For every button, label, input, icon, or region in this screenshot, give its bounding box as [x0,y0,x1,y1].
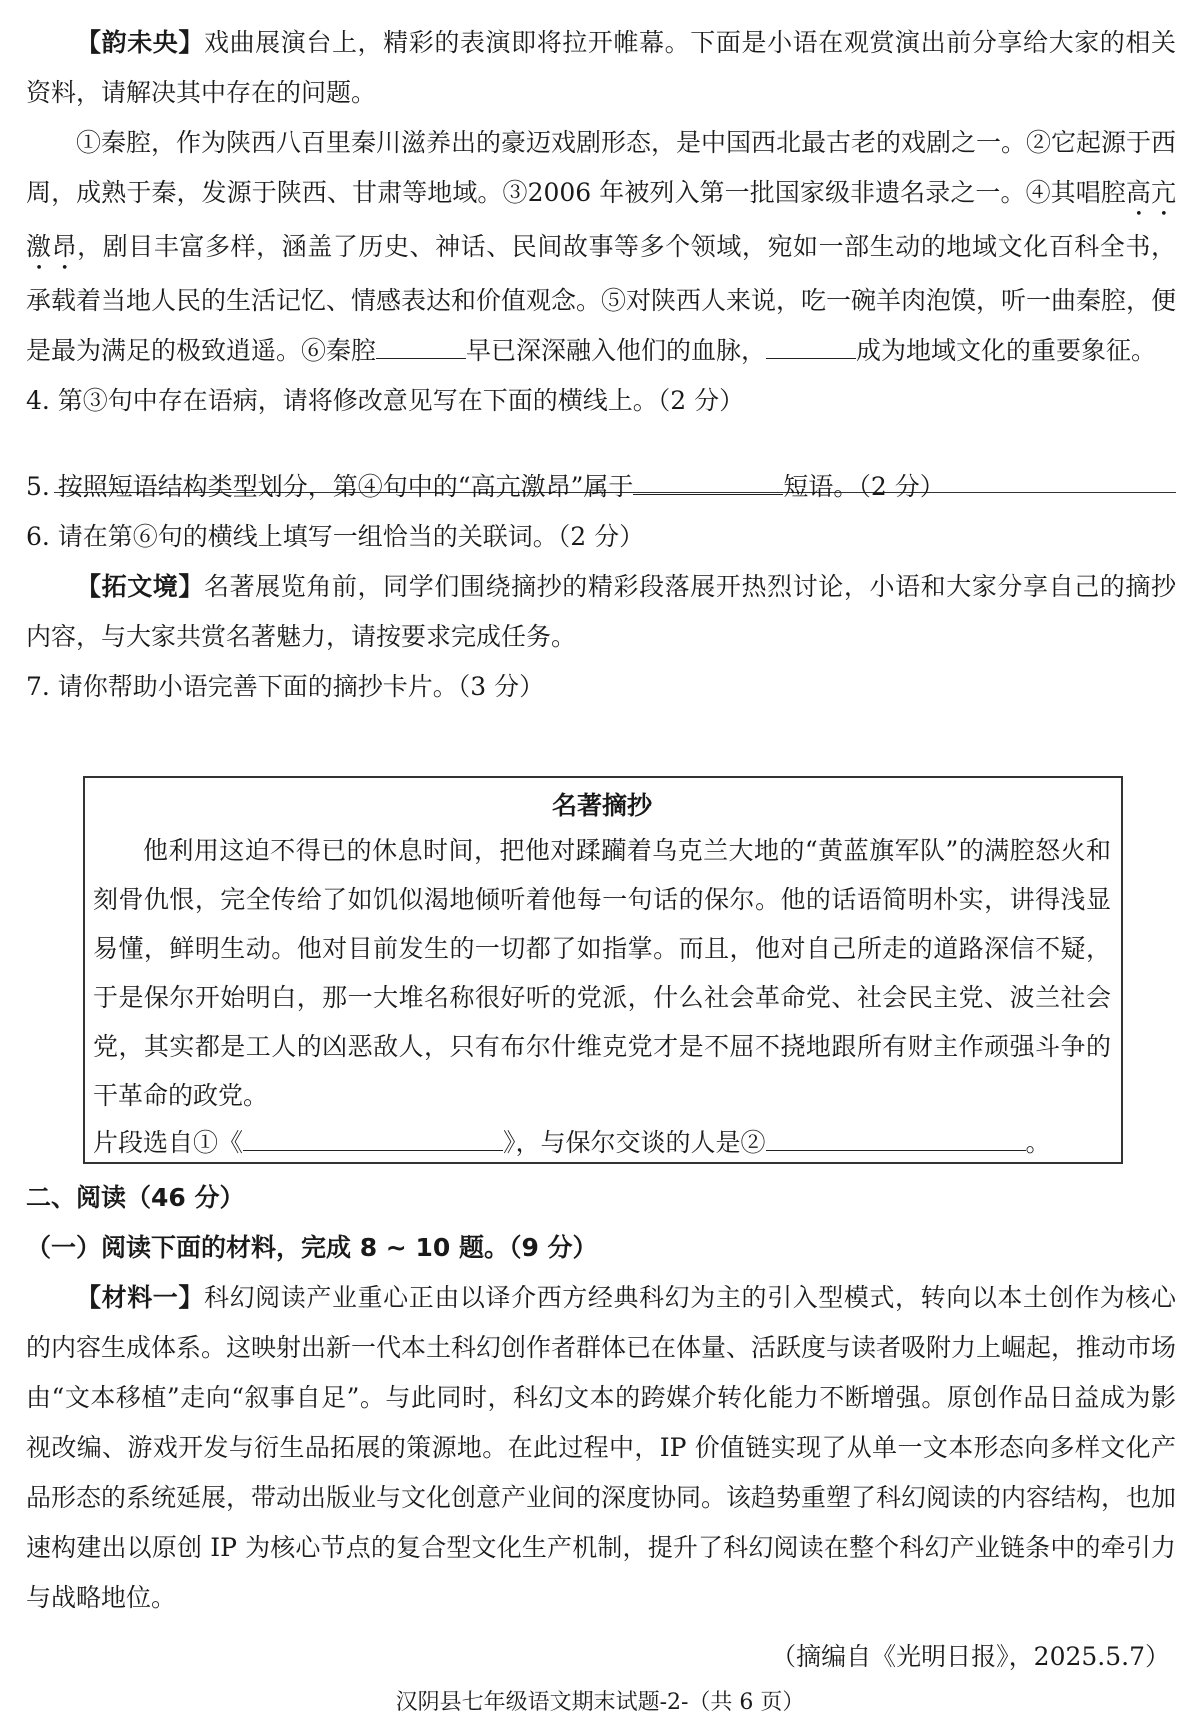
material-text: 科幻阅读产业重心正由以译介西方经典科幻为主的引入型模式，转向以本土创作为核心的内容生成体系。这映射出新一代本土科幻创作者群体已在体量、活跃度与读者吸附力上崛起，推动市场由“文本移植”走向“叙事自足”。与此同时，科幻文本的跨媒介转化能力不断增强。原创作品日益成为影视改编、游戏开发与衍生品拓展的策源地。在此过程中，IP 价值链实现了从单一文本形态向多样文化产品形态的系统延展，带动出版业与文化创意产业间的深度协同。该趋势重塑了科幻阅读的内容结构，也加速构建出以原创 IP 为核心节点的复合型文化生产机制，提升了科幻阅读在整个科幻产业链条中的牵引力与战略地位。 [26,1283,1177,1612]
section-yun [26,18,1176,426]
blank-conjunction-1[interactable] [376,336,466,359]
material-one [26,1273,1176,1623]
reading-heading: 二、阅读（46 分） [26,1183,245,1212]
speaker-blank[interactable] [766,1128,1026,1151]
passage-part-1: ①秦腔，作为陕西八百里秦川滋养出的豪迈戏剧形态，是中国西北最古老的戏剧之一。②它起源于西周，成熟于秦，发源于陕西、甘肃等地域。③2006 年被列入第一批国家级非遗名录之一。④其唱腔 [26,128,1177,207]
material-source: （摘编自《光明日报》，2025.5.7） [771,1642,1170,1671]
card-foot-a: 片段选自①《 [93,1128,244,1157]
qinqiang-passage [26,118,1176,376]
question-4: 4. 第③句中存在语病，请将修改意见写在下面的横线上。（2 分） [26,386,745,415]
question-7: 7. 请你帮助小语完善下面的摘抄卡片。（3 分） [26,672,545,701]
q5-text-a: 5. 按照短语结构类型划分，第④句中的“高亢激昂”属于 [26,472,634,501]
tuo-intro [26,562,1176,662]
page-footer: 汉阴县七年级语文期末试题-2-（共 6 页） [395,1690,805,1715]
question-6: 6. 请在第⑥句的横线上填写一组恰当的关联词。（2 分） [26,522,645,551]
passage-dotted-phrase: 高亢激昂 [26,178,1176,261]
q5-answer-blank[interactable] [633,472,783,495]
tuo-tag: 【拓文境】 [76,572,204,601]
excerpt-card [83,776,1123,1164]
questions-5-7 [26,462,1176,712]
card-title: 名著摘抄 [551,791,652,820]
card-foot-b: 》，与保尔交谈的人是② [503,1128,766,1157]
yun-intro-text: 戏曲展演台上，精彩的表演即将拉开帷幕。下面是小语在观赏演出前分享给大家的相关资料，请解决其中存在的问题。 [26,28,1176,107]
question-5 [26,462,1176,512]
card-body: 他利用这迫不得已的休息时间，把他对蹂躏着乌克兰大地的“黄蓝旗军队”的满腔怒火和刻骨仇恨，完全传给了如饥似渴地倾听着他每一句话的保尔。他的话语简明朴实，讲得浅显易懂，鲜明生动。他对目前发生的一切都了如指掌。而且，他对自己所走的道路深信不疑，于是保尔开始明白，那一大堆名称很好听的党派，什么社会革命党、社会民主党、波兰社会党，其实都是工人的凶恶敌人，只有布尔什维克党才是不屈不挠地跟所有财主作顽强斗争的干革命的政党。 [93,836,1111,1110]
reading-subheading: （一）阅读下面的材料，完成 8 ~ 10 题。（9 分） [26,1233,598,1262]
card-foot-c: 。 [1025,1128,1051,1157]
q5-text-b: 短语。（2 分） [783,472,945,501]
card-footer [93,1120,1111,1166]
yun-tag: 【韵未央】 [76,28,204,57]
passage-part-3: 早已深深融入他们的血脉， [466,336,767,365]
passage-part-2: ，剧目丰富多样，涵盖了历史、神话、民间故事等多个领域，宛如一部生动的地域文化百科全书，承载着当地人民的生活记忆、情感表达和价值观念。⑤对陕西人来说，吃一碗羊肉泡馍，听一曲秦腔，便是最为满足的极致逍遥。⑥秦腔 [26,232,1177,365]
passage-part-4: 成为地域文化的重要象征。 [856,336,1157,365]
yun-intro [26,18,1176,118]
blank-conjunction-2[interactable] [766,336,856,359]
book-title-blank[interactable] [243,1128,503,1151]
reading-section [26,1173,1176,1623]
tuo-intro-text: 名著展览角前，同学们围绕摘抄的精彩段落展开热烈讨论，小语和大家分享自己的摘抄内容，与大家共赏名著魅力，请按要求完成任务。 [26,572,1176,651]
material-tag: 【材料一】 [76,1283,204,1312]
